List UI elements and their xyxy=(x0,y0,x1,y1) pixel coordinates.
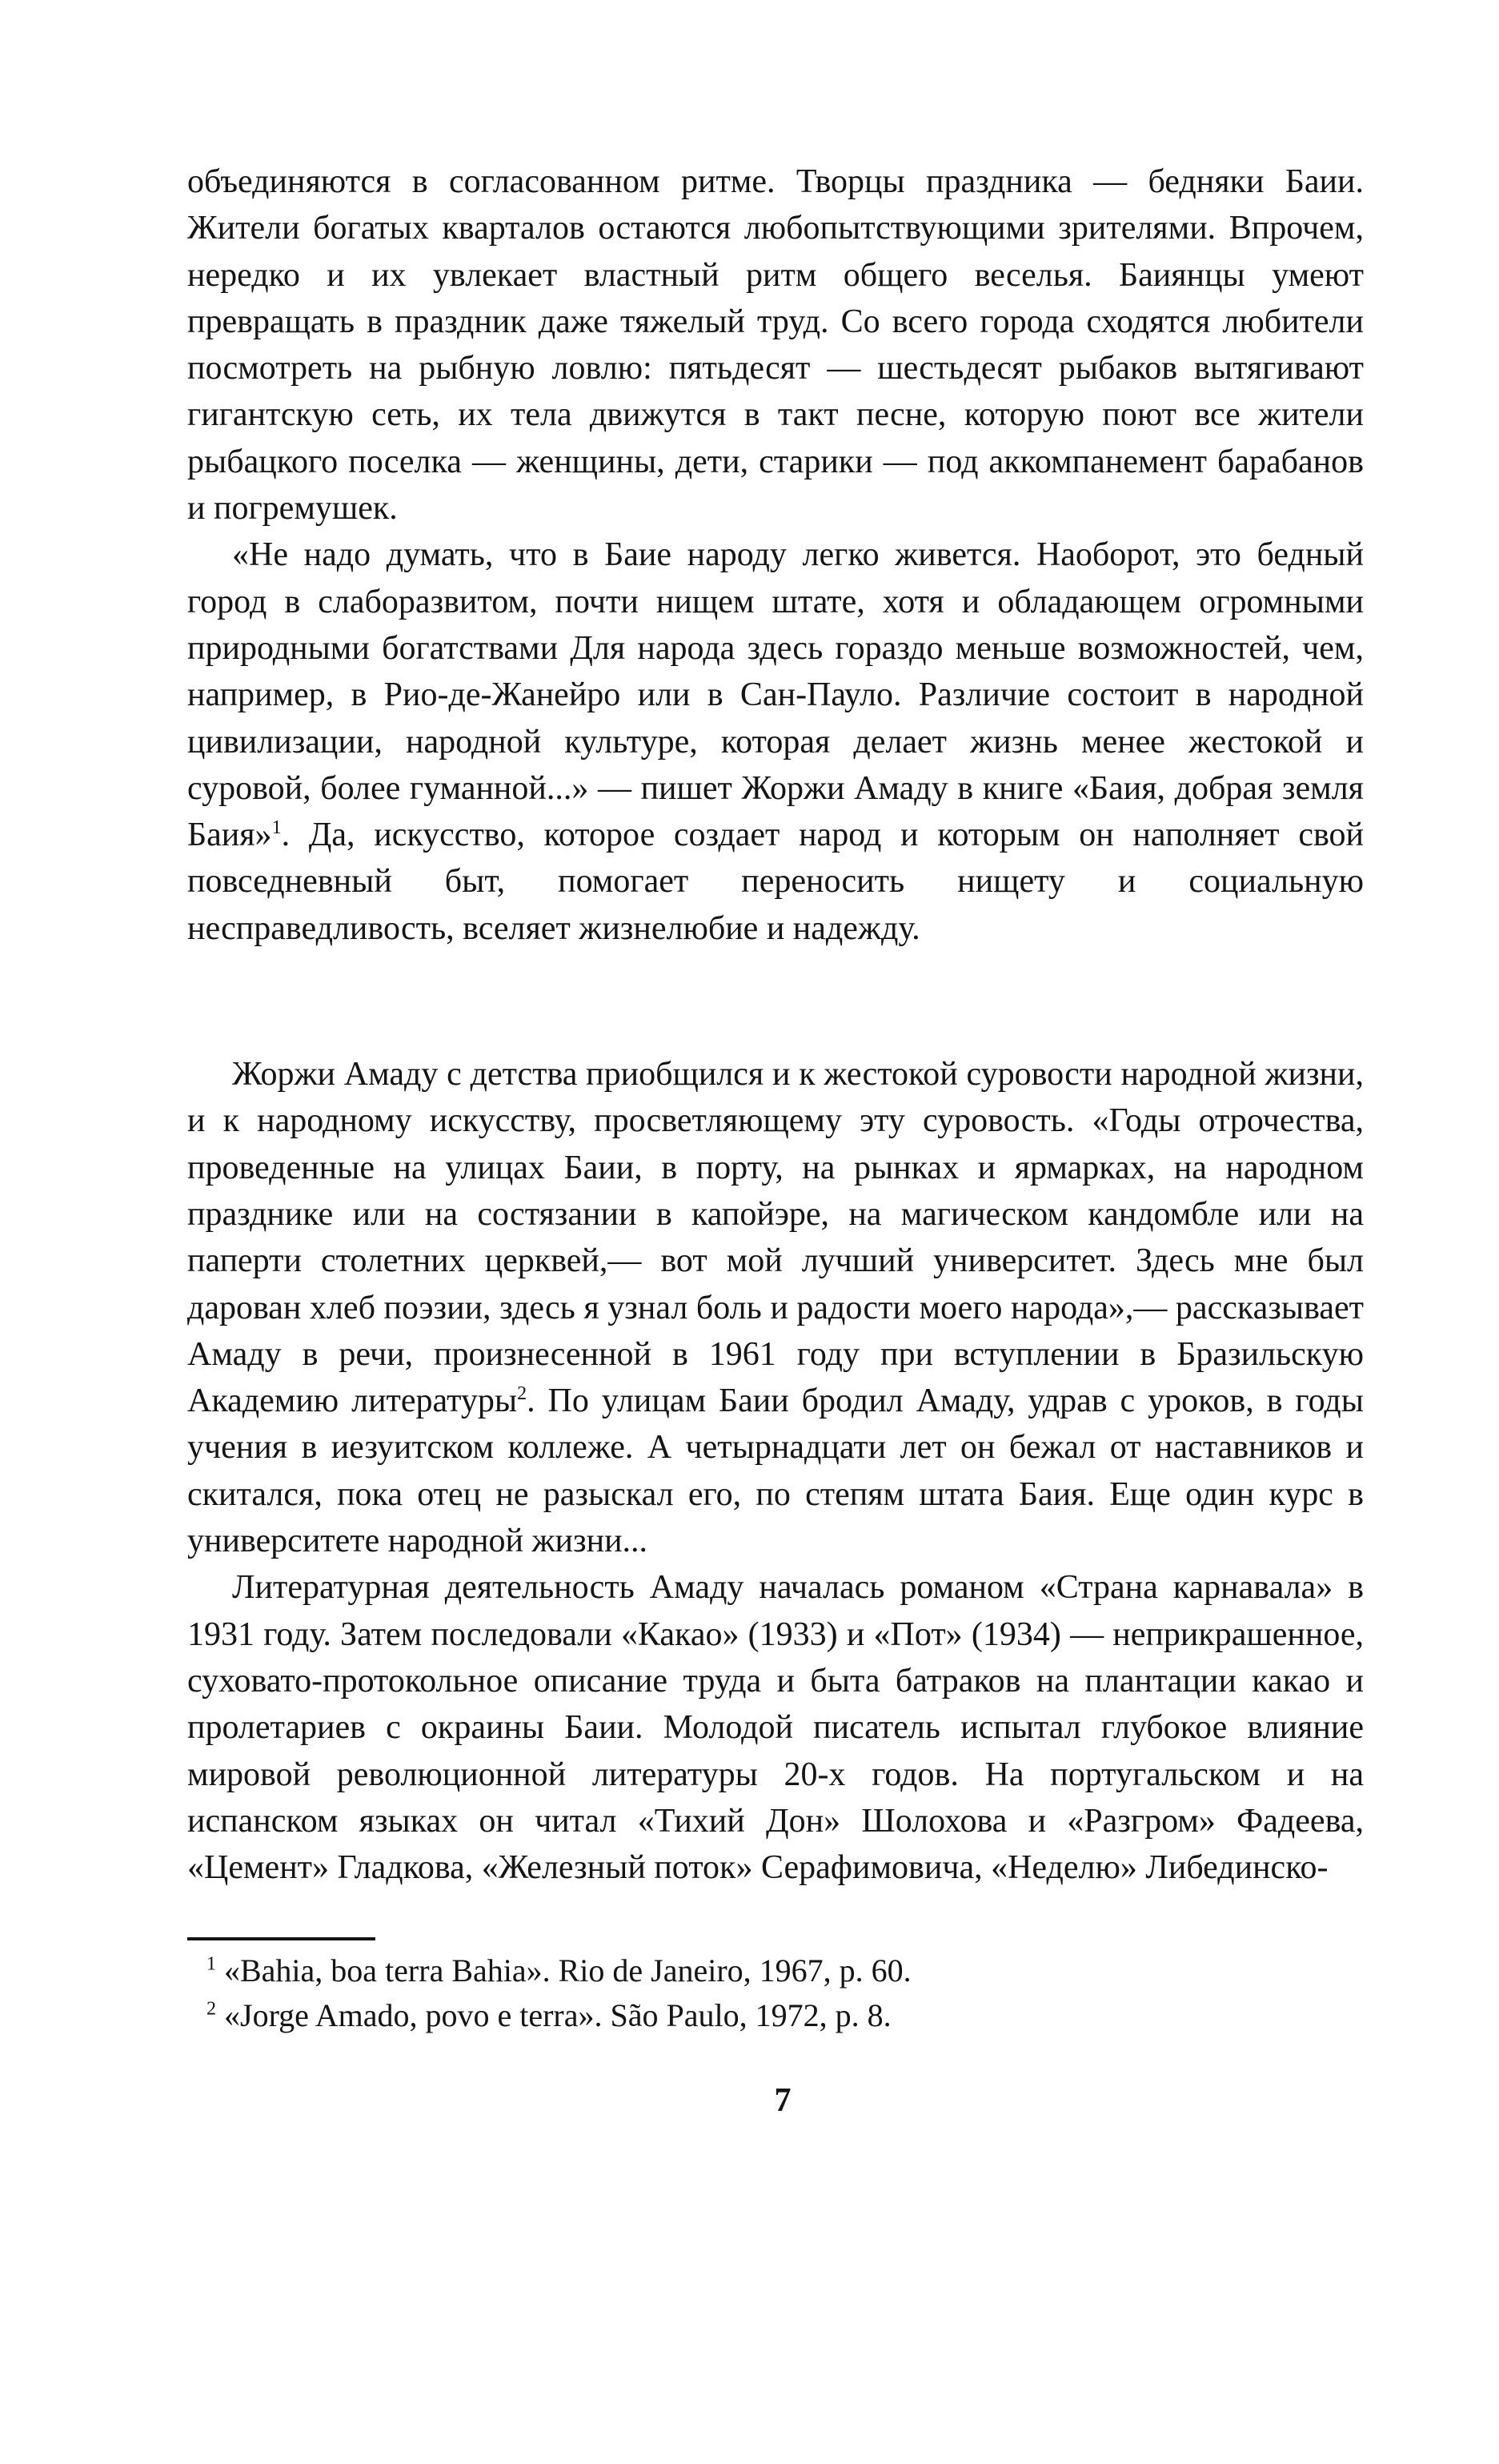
footnote-ref-1[interactable]: 1 xyxy=(271,817,282,839)
section-break xyxy=(187,952,1364,1051)
book-page xyxy=(187,159,1364,2120)
footnote-text: «Bahia, boa terra Bahia». Rio de Janeiro, 1967, p. 60. xyxy=(224,1952,912,1989)
paragraph-literary-career xyxy=(187,1564,1364,1891)
footnote-text: «Jorge Amado, povo e terra». São Paulo, 1972, p. 8. xyxy=(224,1997,892,2034)
footnote-mark: 1 xyxy=(206,1954,216,1976)
paragraph-text: . Да, искусство, которое создает народ и которым он наполняет свой повседневный быт, помогает переносить нищету и социальную несправедливость, вселяет жизнелюбие и надежду. xyxy=(187,817,1364,947)
page-number: 7 xyxy=(774,2082,792,2120)
paragraph-childhood xyxy=(187,1051,1364,1564)
paragraph-text: «Не надо думать, что в Баие народу легко живется. Наоборот, это бедный город в слаборазвитом, почти нищем штате, хотя и обладающем огромными природными богатствами Для народа здесь гораздо меньше возможностей, чем, например, в Рио-де-Жанейро или в Сан-Пауло. Различие состоит в народной цивилизации, народной культуре, которая делает жизнь менее жестокой и суровой, более гуманной...» — пишет Жоржи Амаду в книге «Баия, добрая земля Баия» xyxy=(187,536,1364,854)
paragraph-text: Жоржи Амаду с детства приобщился и к жестокой суровости народной жизни, и к народному искусству, просветляющему эту суровость. «Годы отрочества, проведенные на улицах Баии, в порту, на рынках и ярмарках, на народном празднике или на состязании в капойэре, на магическом кандомбле или на паперти столетних церквей,— вот мой лучший университет. Здесь мне был дарован хлеб поэзии, здесь я узнал боль и радости моего народа»,— рассказывает Амаду в речи, произнесенной в 1961 году при вступлении в Бразильскую Академию литературы xyxy=(187,1056,1364,1420)
footnote-1 xyxy=(187,1948,1364,1993)
footnote-mark: 2 xyxy=(206,1999,216,2021)
footnote-ref-2[interactable]: 2 xyxy=(517,1383,527,1405)
footnote-divider xyxy=(187,1937,375,1940)
paragraph-text: объединяются в согласованном ритме. Творцы праздника — бедняки Баии. Жители богатых кварталов остаются любопытствующими зрителями. Впрочем, нередко и их увлекает властный ритм общего веселья. Баиянцы умеют превращать в праздник даже тяжелый труд. Со всего города сходятся любители посмотреть на рыбную ловлю: пятьдесят — шестьдесят рыбаков вытягивают гигантскую сеть, их тела движутся в такт песне, которую поют все жители рыбацкого поселка — женщины, дети, старики — под аккомпанемент барабанов и погремушек. xyxy=(187,163,1364,528)
paragraph-text: Литературная деятельность Амаду началась романом «Страна карнавала» в 1931 году. Затем последовали «Какао» (1933) и «Пот» (1934) — неприкрашенное, суховато-протокольное описание труда и быта батраков на плантации какао и пролетариев с окраины Баии. Молодой писатель испытал глубокое влияние мировой революционной литературы 20-х годов. На португальском и на испанском языках он читал «Тихий Дон» Шолохова и «Разгром» Фадеева, «Цемент» Гладкова, «Железный поток» Серафимовича, «Неделю» Либединско- xyxy=(187,1569,1364,1887)
paragraph-text: . По улицам Баии бродил Амаду, удрав с уроков, в годы учения в иезуитском коллеже. А четырнадцати лет он бежал от наставников и скитался, пока отец не разыскал его, по степям штата Баия. Еще один курс в университете народной жизни... xyxy=(187,1382,1364,1560)
paragraph-bahia-quote xyxy=(187,532,1364,952)
footnote-2 xyxy=(187,1993,1364,2038)
paragraph-festival xyxy=(187,159,1364,532)
